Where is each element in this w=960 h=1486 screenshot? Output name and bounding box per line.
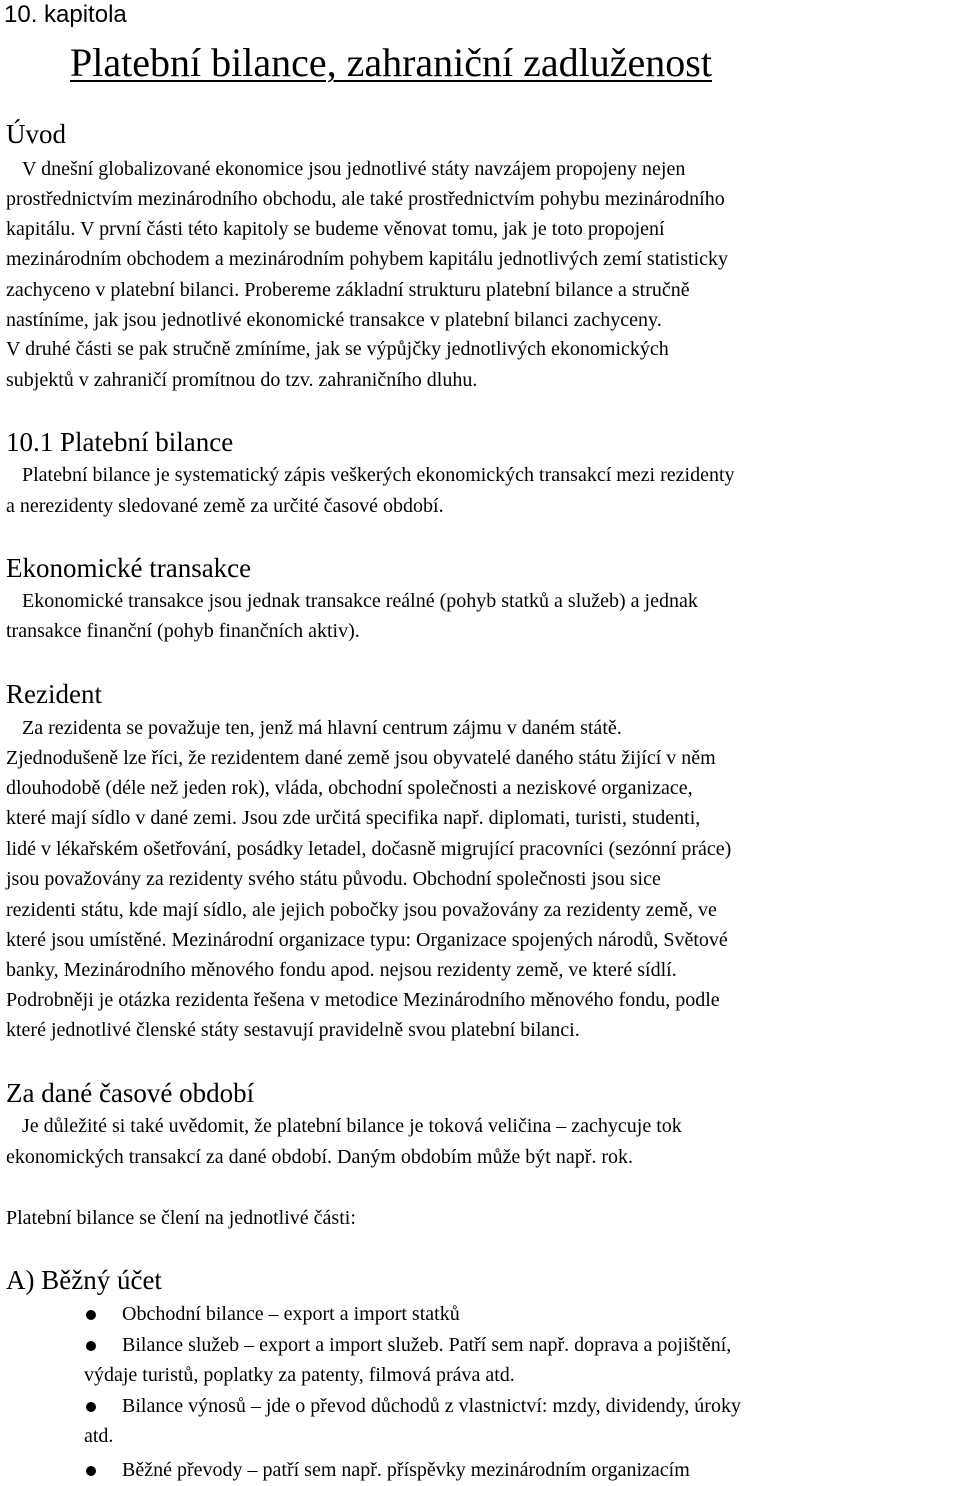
intro-line: V dnešní globalizované ekonomice jsou jednotlivé státy navzájem propojeny nejen	[22, 158, 686, 180]
section-10-1-line: a nerezidenty sledované země za určité časové období.	[6, 495, 444, 517]
bullet-dot-icon	[86, 1341, 96, 1351]
intro-line: zachyceno v platební bilanci. Probereme základní strukturu platební bilance a stručně	[6, 279, 690, 301]
resident-line: které jednotlivé členské státy sestavují pravidelně svou platební bilanci.	[6, 1019, 580, 1041]
intro-line: V druhé části se pak stručně zmíníme, jak se výpůjčky jednotlivých ekonomických	[6, 338, 669, 360]
period-heading: Za dané časové období	[6, 1078, 255, 1108]
bullet-dot-icon	[86, 1310, 96, 1320]
resident-line: Za rezidenta se považuje ten, jenž má hlavní centrum zájmu v daném státě.	[22, 717, 622, 739]
intro-line: subjektů v zahraničí promítnou do tzv. zahraničního dluhu.	[6, 369, 478, 391]
bullet-item-income-balance-cont: atd.	[84, 1425, 114, 1447]
resident-line: které mají sídlo v dané zemi. Jsou zde určitá specifika např. diplomati, turisti, studenti,	[6, 807, 701, 829]
bullet-dot-icon	[86, 1402, 96, 1412]
section-10-1-heading: 10.1 Platební bilance	[6, 427, 234, 457]
resident-line: banky, Mezinárodního měnového fondu apod. nejsou rezidenty země, ve které sídlí.	[6, 959, 677, 981]
intro-line: mezinárodním obchodem a mezinárodním pohybem kapitálu jednotlivých zemí statisticky	[6, 248, 729, 270]
page-title: Platební bilance, zahraniční zadluženost	[70, 40, 712, 85]
resident-line: jsou považovány za rezidenty svého státu původu. Obchodní společnosti jsou sice	[6, 868, 661, 890]
intro-line: nastíníme, jak jsou jednotlivé ekonomické transakce v platební bilanci zachyceny.	[6, 309, 662, 331]
resident-line: které jsou umístěné. Mezinárodní organizace typu: Organizace spojených národů, Světové	[6, 929, 728, 951]
bullet-item-income-balance: Bilance výnosů – jde o převod důchodů z vlastnictví: mzdy, dividendy, úroky	[122, 1395, 741, 1417]
resident-line: rezidenti státu, kde mají sídlo, ale jejich pobočky jsou považovány za rezidenty země, ve	[6, 899, 717, 921]
transactions-heading: Ekonomické transakce	[6, 553, 252, 583]
split-text: Platební bilance se člení na jednotlivé části:	[6, 1207, 356, 1229]
resident-line: Podrobněji je otázka rezidenta řešena v metodice Mezinárodního měnového fondu, podle	[6, 989, 720, 1011]
bullet-item-trade-balance: Obchodní bilance – export a import statků	[122, 1303, 460, 1325]
resident-line: lidé v lékařském ošetřování, posádky letadel, dočasně migrující pracovníci (sezónní práce)	[6, 838, 732, 860]
current-account-heading: A) Běžný účet	[6, 1265, 162, 1295]
period-line: Je důležité si také uvědomit, že platební bilance je toková veličina – zachycuje tok	[22, 1115, 682, 1137]
resident-heading: Rezident	[6, 679, 102, 709]
intro-heading: Úvod	[6, 119, 66, 149]
bullet-item-current-transfers: Běžné převody – patří sem např. příspěvky mezinárodním organizacím	[122, 1459, 690, 1481]
resident-line: dlouhodobě (déle než jeden rok), vláda, obchodní společnosti a neziskové organizace,	[6, 777, 693, 799]
chapter-label: 10. kapitola	[4, 1, 127, 28]
resident-line: Zjednodušeně lze říci, že rezidentem dané země jsou obyvatelé daného státu žijící v něm	[6, 747, 716, 769]
intro-line: prostřednictvím mezinárodního obchodu, ale také prostřednictvím pohybu mezinárodního	[6, 188, 725, 210]
bullet-dot-icon	[86, 1466, 96, 1476]
bullet-item-services-balance: Bilance služeb – export a import služeb. Patří sem např. doprava a pojištění,	[122, 1334, 732, 1356]
bullet-item-services-balance-cont: výdaje turistů, poplatky za patenty, filmová práva atd.	[84, 1364, 515, 1386]
section-10-1-line: Platební bilance je systematický zápis veškerých ekonomických transakcí mezi rezidenty	[22, 464, 735, 486]
transactions-line: Ekonomické transakce jsou jednak transakce reálné (pohyb statků a služeb) a jednak	[22, 590, 698, 612]
transactions-line: transakce finanční (pohyb finančních aktiv).	[6, 620, 360, 642]
intro-line: kapitálu. V první části této kapitoly se budeme věnovat tomu, jak je toto propojení	[6, 218, 665, 240]
period-line: ekonomických transakcí za dané období. Daným obdobím může být např. rok.	[6, 1146, 634, 1168]
